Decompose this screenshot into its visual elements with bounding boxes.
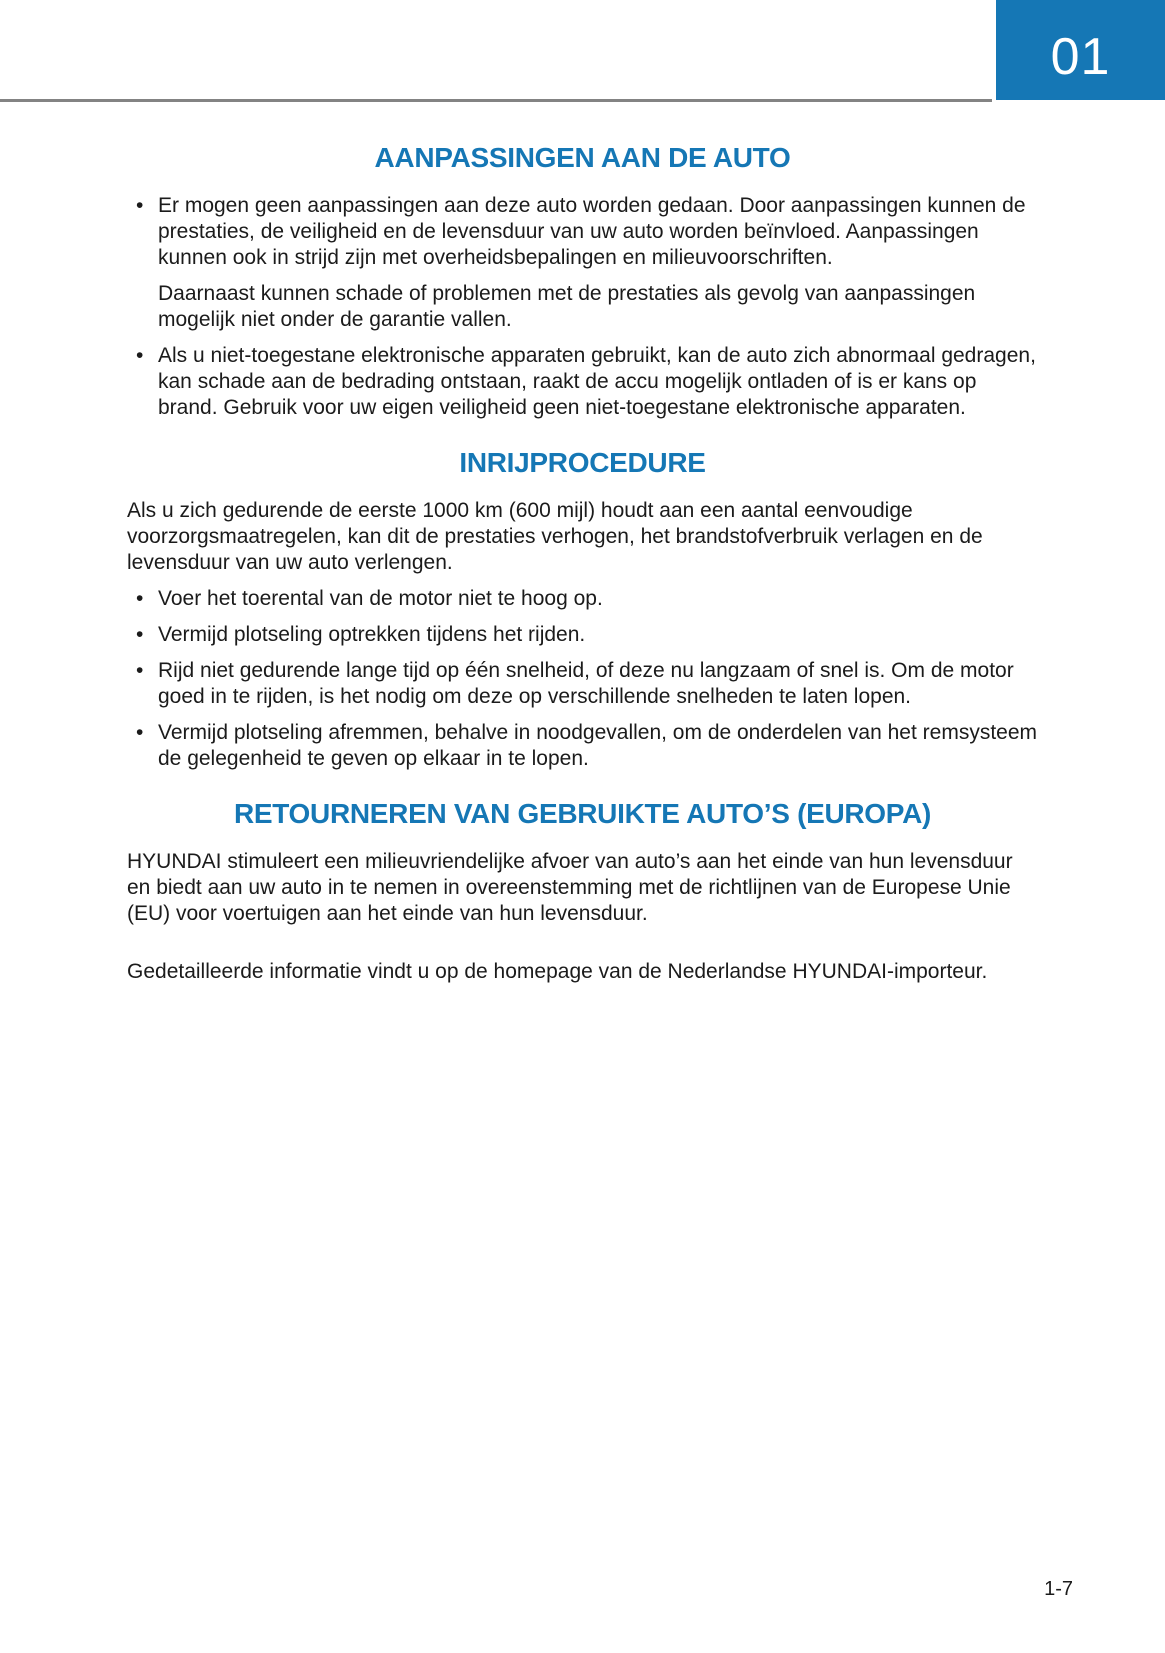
- break-in-bullet-list: [127, 586, 1038, 772]
- list-item-paragraph: Daarnaast kunnen schade of problemen met de prestaties als gevolg van aanpassingen mogelijk niet onder de garantie vallen.: [158, 282, 976, 331]
- list-item: [127, 658, 1038, 710]
- bullet-dot: •: [136, 344, 144, 367]
- list-item: [127, 720, 1038, 772]
- list-item-paragraph: Rijd niet gedurende lange tijd op één snelheid, of deze nu langzaam of snel is. Om de motor goed in te rijden, is het nodig om deze op verschillende snelheden te laten lopen.: [158, 659, 1014, 708]
- section-heading-break-in: INRIJPROCEDURE: [459, 447, 706, 478]
- break-in-intro-paragraph: Als u zich gedurende de eerste 1000 km (600 mijl) houdt aan een aantal eenvoudige voorzorgsmaatregelen, kan dit de prestaties verhogen, het brandstofverbruik verlagen en de levensduur van uw auto verlengen.: [127, 499, 983, 574]
- bullet-dot: •: [136, 721, 144, 744]
- return-vehicles-paragraph: Gedetailleerde informatie vindt u op de homepage van de Nederlandse HYUNDAI-importeur.: [127, 960, 988, 983]
- section-heading-modifications: AANPASSINGEN AAN DE AUTO: [374, 142, 791, 173]
- page-content: [127, 130, 1038, 985]
- list-item-paragraph: Vermijd plotseling afremmen, behalve in noodgevallen, om de onderdelen van het remsysteem de gelegenheid te geven op elkaar in te lopen.: [158, 721, 1038, 770]
- bullet-dot: •: [136, 623, 144, 646]
- list-item: [127, 343, 1038, 421]
- page-number: 1-7: [1044, 1578, 1073, 1600]
- header-rule: [0, 99, 992, 102]
- list-item: [127, 586, 1038, 612]
- bullet-dot: •: [136, 194, 144, 217]
- list-item-paragraph: Vermijd plotseling optrekken tijdens het rijden.: [158, 623, 586, 646]
- list-item: [127, 193, 1038, 333]
- bullet-dot: •: [136, 659, 144, 682]
- list-item-paragraph: Voer het toerental van de motor niet te hoog op.: [158, 587, 603, 610]
- bullet-dot: •: [136, 587, 144, 610]
- modifications-bullet-list: [127, 193, 1038, 421]
- section-heading-return-vehicles: RETOURNEREN VAN GEBRUIKTE AUTO’S (EUROPA): [233, 798, 932, 829]
- chapter-number: 01: [1050, 28, 1111, 86]
- list-item: [127, 622, 1038, 648]
- chapter-number-tab: [996, 0, 1165, 100]
- list-item-paragraph: Er mogen geen aanpassingen aan deze auto worden gedaan. Door aanpassingen kunnen de prestaties, de veiligheid en de levensduur van uw auto worden beïnvloed. Aanpassingen kunnen ook in strijd zijn met overheidsbepalingen en milieuvoorschriften.: [158, 194, 1026, 269]
- list-item-paragraph: Als u niet-toegestane elektronische apparaten gebruikt, kan de auto zich abnormaal gedragen, kan schade aan de bedrading ontstaan, raakt de accu mogelijk ontladen of is er kans op brand. Gebruik voor uw eigen veiligheid geen niet-toegestane elektronische apparaten.: [158, 344, 1036, 419]
- return-vehicles-paragraph: HYUNDAI stimuleert een milieuvriendelijke afvoer van auto’s aan het einde van hun levensduur en biedt aan uw auto in te nemen in overeenstemming met de richtlijnen van de Europese Unie (EU) voor voertuigen aan het einde van hun levensduur.: [127, 850, 1013, 925]
